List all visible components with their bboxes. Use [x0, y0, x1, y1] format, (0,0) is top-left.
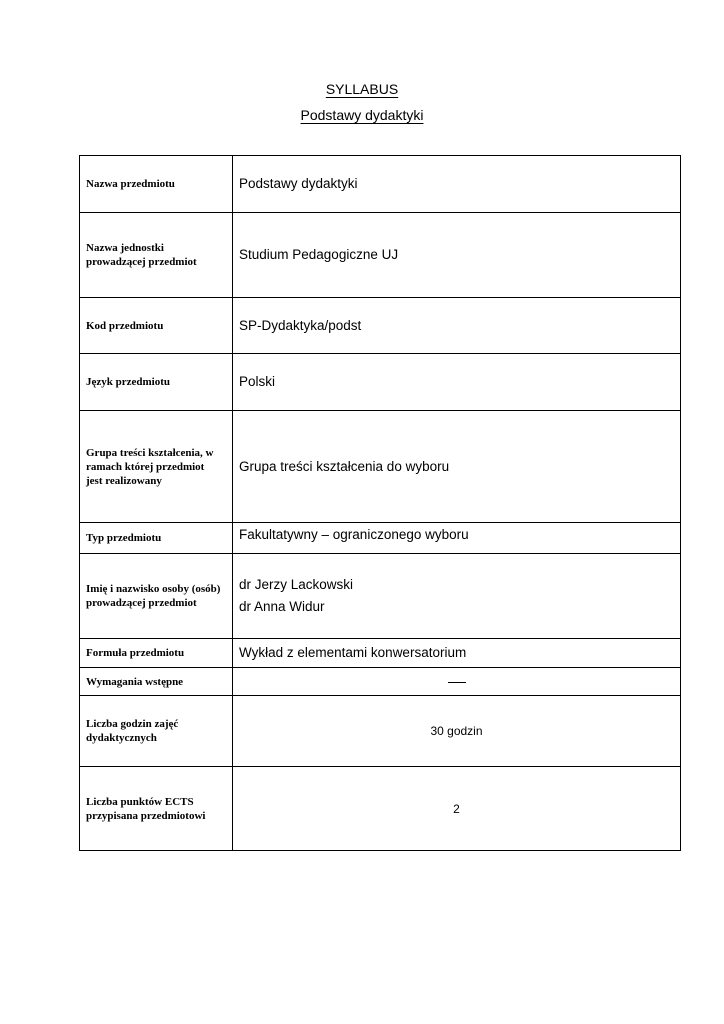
table-row — [80, 354, 681, 411]
table-row — [80, 411, 681, 523]
row-value: 2 — [233, 767, 681, 851]
syllabus-table — [79, 155, 681, 851]
document-title: SYLLABUS — [325, 81, 399, 97]
row-value: Wykład z elementami konwersatorium — [233, 639, 681, 668]
row-label: Formuła przedmiotu — [80, 639, 233, 668]
row-value — [233, 668, 681, 696]
row-label: Nazwa przedmiotu — [80, 156, 233, 213]
row-label: Język przedmiotu — [80, 354, 233, 411]
row-value: Grupa treści kształcenia do wyboru — [233, 411, 681, 523]
table-row — [80, 767, 681, 851]
table-row — [80, 668, 681, 696]
row-value: 30 godzin — [233, 696, 681, 767]
row-value: SP-Dydaktyka/podst — [233, 298, 681, 354]
row-label: Imię i nazwisko osoby (osób) prowadzącej przedmiot — [80, 554, 233, 639]
row-value — [233, 554, 681, 639]
table-row — [80, 156, 681, 213]
row-value: Fakultatywny – ograniczonego wyboru — [233, 523, 681, 554]
lecturer-name: dr Jerzy Lackowski — [239, 577, 354, 592]
row-label: Nazwa jednostki prowadzącej przedmiot — [80, 213, 233, 298]
table-row — [80, 298, 681, 354]
row-value: Podstawy dydaktyki — [233, 156, 681, 213]
table-row — [80, 639, 681, 668]
row-label: Grupa treści kształcenia, w ramach której przedmiot jest realizowany — [80, 411, 233, 523]
row-label: Liczba punktów ECTS przypisana przedmiotowi — [80, 767, 233, 851]
table-row — [80, 213, 681, 298]
row-label: Wymagania wstępne — [80, 668, 233, 696]
table-row — [80, 696, 681, 767]
row-label: Kod przedmiotu — [80, 298, 233, 354]
row-label: Typ przedmiotu — [80, 523, 233, 554]
dash-mark — [448, 682, 466, 683]
lecturer-name: dr Anna Widur — [239, 599, 325, 614]
row-label: Liczba godzin zajęć dydaktycznych — [80, 696, 233, 767]
row-value: Studium Pedagogiczne UJ — [233, 213, 681, 298]
table-row — [80, 554, 681, 639]
row-value: Polski — [233, 354, 681, 411]
document-subtitle: Podstawy dydaktyki — [300, 107, 424, 123]
table-row — [80, 523, 681, 554]
